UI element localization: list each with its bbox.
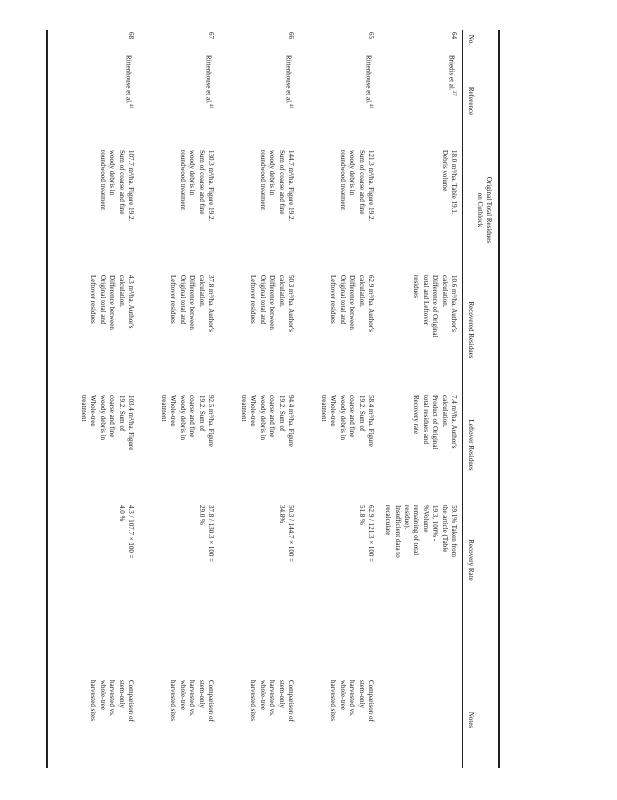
cell-no <box>449 32 458 52</box>
cell-text: 68 <box>127 32 135 39</box>
cell-rate <box>356 505 375 615</box>
cell-line: whole-tree <box>98 680 107 710</box>
cell-line: 34.8% <box>277 505 286 524</box>
cell-line: Product of Original <box>431 395 440 450</box>
header-reference: Reference <box>467 86 475 116</box>
cell-line: woody debris in <box>268 150 277 196</box>
cell-reference <box>203 55 215 147</box>
cell-line: roundwood treatment <box>258 150 267 211</box>
cell-line: woody debris in <box>98 395 107 441</box>
cell-line: 37.8 / 130.3 × 100 = <box>207 505 215 563</box>
cell-line: coarse and fine <box>268 395 277 438</box>
cell-line: whole-tree <box>258 680 267 710</box>
cell-recovered <box>328 275 375 385</box>
cell-line: 7.4 m³/ha. Author's <box>450 395 458 449</box>
cell-recovered <box>411 275 458 385</box>
cell-line: Whole-tree <box>89 395 98 427</box>
cell-line: 92.5 m³/ha. Figure <box>207 395 215 447</box>
citation-superscript: 37 <box>451 90 456 96</box>
cell-line: 144.7 m³/ha. Figure 19.2. <box>287 150 295 222</box>
citation-superscript: 41 <box>368 103 373 109</box>
cell-line: Original total and <box>98 275 107 325</box>
cell-line: harvested vs. <box>188 680 197 717</box>
cell-line: 50.3 m³/ha. Author's <box>287 275 295 333</box>
cell-original <box>177 150 215 270</box>
table-header-rule <box>462 30 463 768</box>
header-recovered: Recovered Residues <box>467 301 475 359</box>
cell-line: 37.8 m³/ha. Author's <box>207 275 215 333</box>
cell-line: treatment <box>159 395 168 422</box>
cell-line: residue). <box>402 505 411 530</box>
cell-line: Whole-tree <box>169 395 178 427</box>
header-original <box>474 150 493 270</box>
cell-line: calculation. <box>440 275 449 308</box>
cell-line: calculation. <box>440 395 449 428</box>
citation-superscript: 41 <box>208 103 213 109</box>
cell-line: harvested vs. <box>108 680 117 717</box>
cell-line: calculation. <box>117 275 126 308</box>
header-no: No. <box>467 34 475 46</box>
header-notes: Notes <box>467 711 475 729</box>
citation-superscript: 41 <box>288 103 293 109</box>
cell-line: 29.0 % <box>197 505 206 525</box>
cell-line: whole-tree <box>338 680 347 710</box>
cell-line: 19.2. Sum of <box>197 395 206 432</box>
cell-line: Recovery rate <box>412 395 421 435</box>
cell-line: Original total and <box>178 275 187 325</box>
cell-line: Difference between <box>188 275 197 330</box>
cell-line: recalculate <box>384 505 393 536</box>
cell-no <box>366 32 375 52</box>
cell-line: Sum of coarse and fine <box>117 150 126 215</box>
cell-text: 66 <box>287 32 295 39</box>
cell-rate <box>116 505 135 615</box>
cell-line: 94.4 m³/ha. Figure <box>287 395 295 447</box>
cell-line: woody debris in <box>348 150 357 196</box>
cell-line: 51.8 % <box>357 505 366 525</box>
cell-line: treatment <box>239 395 248 422</box>
cell-leftover <box>239 395 295 495</box>
cell-line: coarse and fine <box>108 395 117 438</box>
cell-text: Rittenhouse et al. <box>364 55 373 104</box>
cell-leftover <box>79 395 135 495</box>
cell-line: treatment <box>79 395 88 422</box>
cell-leftover <box>411 395 458 495</box>
cell-line: coarse and fine <box>188 395 197 438</box>
cell-line: stem-only <box>277 680 286 708</box>
cell-line: Difference between <box>108 275 117 330</box>
cell-line: Leftover residues <box>89 275 98 324</box>
cell-line: 4.3 / 107.7 × 100 = <box>127 505 135 559</box>
cell-rate <box>276 505 295 615</box>
cell-line: Leftover residues <box>329 275 338 324</box>
cell-line: Sum of coarse and fine <box>357 150 366 215</box>
cell-line: Whole-tree <box>249 395 258 427</box>
cell-text: 67 <box>207 32 215 39</box>
cell-line: harvested sites <box>249 680 258 722</box>
cell-text: 64 <box>450 32 458 39</box>
cell-original <box>97 150 135 270</box>
cell-line: 50.3 / 144.7 × 100 = <box>287 505 295 563</box>
header-original-line-1: Original Total Residues <box>485 176 493 244</box>
cell-reference <box>123 55 135 147</box>
cell-line: 10.6 m³/ha. Author's <box>450 275 458 333</box>
cell-line: roundwood treatment <box>178 150 187 211</box>
cell-line: %Volume <box>421 505 430 533</box>
cell-line: 4.3 m³/ha. Author's <box>127 275 135 329</box>
cell-reference <box>446 55 458 147</box>
cell-text: 65 <box>367 32 375 39</box>
cell-line: residues <box>412 275 421 298</box>
cell-line: treatment <box>319 395 328 422</box>
cell-line: Leftover residues <box>169 275 178 324</box>
cell-line: woody debris in <box>178 395 187 441</box>
cell-rate <box>196 505 215 615</box>
header-original-line-2: on Cutblock <box>475 192 484 228</box>
cell-line: Original total and <box>338 275 347 325</box>
cell-line: 62.9 / 121.3 × 100 = <box>367 505 375 563</box>
cell-leftover <box>319 395 375 495</box>
cell-line: coarse and fine <box>348 395 357 438</box>
cell-line: Whole-tree <box>329 395 338 427</box>
cell-line: total and Leftover <box>421 275 430 326</box>
cell-line: 19.2. Sum of <box>357 395 366 432</box>
cell-line: remaining of total <box>412 505 421 556</box>
header-leftover: Leftover Residues <box>467 419 475 471</box>
cell-line: 59.1% Taken from <box>450 505 458 558</box>
cell-line: Leftover residues <box>249 275 258 324</box>
cell-line: 121.3 m³/ha. Figure 19.2. <box>367 150 375 222</box>
cell-no <box>206 32 215 52</box>
cell-line: 58.4 m³/ha. Figure <box>367 395 375 447</box>
cell-line: Debris volume <box>440 150 449 192</box>
cell-line: roundwood treatment <box>338 150 347 211</box>
cell-line: woody debris in <box>258 395 267 441</box>
cell-line: harvested sites <box>169 680 178 722</box>
cell-line: the article (Table <box>440 505 449 553</box>
table-top-rule <box>499 30 501 768</box>
cell-line: calculation. <box>277 275 286 308</box>
cell-line: 107.7 m³/ha. Figure 19.2. <box>127 150 135 222</box>
table-bottom-rule <box>47 30 49 768</box>
cell-line: Insufficient data to <box>393 505 402 558</box>
cell-line: Difference of Original <box>431 275 440 338</box>
cell-recovered <box>168 275 215 385</box>
cell-line: stem-only <box>357 680 366 708</box>
cell-line: whole-tree <box>178 680 187 710</box>
cell-recovered <box>88 275 135 385</box>
cell-text: Rittenhouse et al. <box>124 55 133 104</box>
citation-superscript: 41 <box>128 103 133 109</box>
cell-line: Sum of coarse and fine <box>197 150 206 215</box>
cell-line: Original total and <box>258 275 267 325</box>
cell-line: Sum of coarse and fine <box>277 150 286 215</box>
cell-line: stem-only <box>117 680 126 708</box>
cell-line: 62.9 m³/ha. Author's <box>367 275 375 333</box>
cell-line: calculation. <box>197 275 206 308</box>
cell-notes <box>328 680 375 760</box>
cell-line: Comparison of <box>287 680 295 722</box>
cell-original <box>337 150 375 270</box>
cell-reference <box>283 55 295 147</box>
cell-line: 130.3 m³/ha. Figure 19.2. <box>207 150 215 222</box>
cell-line: harvested sites <box>329 680 338 722</box>
cell-line: Comparison of <box>207 680 215 722</box>
cell-notes <box>248 680 295 760</box>
cell-notes <box>88 680 135 760</box>
cell-leftover <box>159 395 215 495</box>
cell-line: total residues and <box>421 395 430 444</box>
cell-reference <box>363 55 375 147</box>
cell-line: 19.2. Sum of <box>277 395 286 432</box>
cell-line: woody debris in <box>338 395 347 441</box>
header-recovery-rate: Recovery Rate <box>467 539 475 581</box>
cell-line: 18.0 m³/ha. Table 19.1. <box>450 150 458 215</box>
cell-line: 103.4 m³/ha. Figure <box>127 395 135 451</box>
cell-line: Comparison of <box>367 680 375 722</box>
cell-line: Difference between <box>348 275 357 330</box>
cell-line: woody debris in <box>188 150 197 196</box>
cell-line: stem-only <box>197 680 206 708</box>
cell-original <box>439 150 458 270</box>
cell-original <box>257 150 295 270</box>
cell-notes <box>168 680 215 760</box>
cell-line: harvested vs. <box>268 680 277 717</box>
cell-line: Difference between <box>268 275 277 330</box>
cell-line: 19.2. Sum of <box>117 395 126 432</box>
cell-line: roundwood treatment <box>98 150 107 211</box>
cell-recovered <box>248 275 295 385</box>
cell-no <box>286 32 295 52</box>
cell-line: 4.0 % <box>117 505 126 522</box>
cell-no <box>126 32 135 52</box>
cell-rate <box>383 505 458 615</box>
cell-line: 19.3, 100% - <box>431 505 440 542</box>
cell-line: calculation. <box>357 275 366 308</box>
cell-line: harvested sites <box>89 680 98 722</box>
cell-line: harvested vs. <box>348 680 357 717</box>
cell-text: Briedis et al. <box>447 55 456 91</box>
cell-line: Comparison of <box>127 680 135 722</box>
cell-text: Rittenhouse et al. <box>284 55 293 104</box>
cell-line: woody debris in <box>108 150 117 196</box>
cell-text: Rittenhouse et al. <box>204 55 213 104</box>
